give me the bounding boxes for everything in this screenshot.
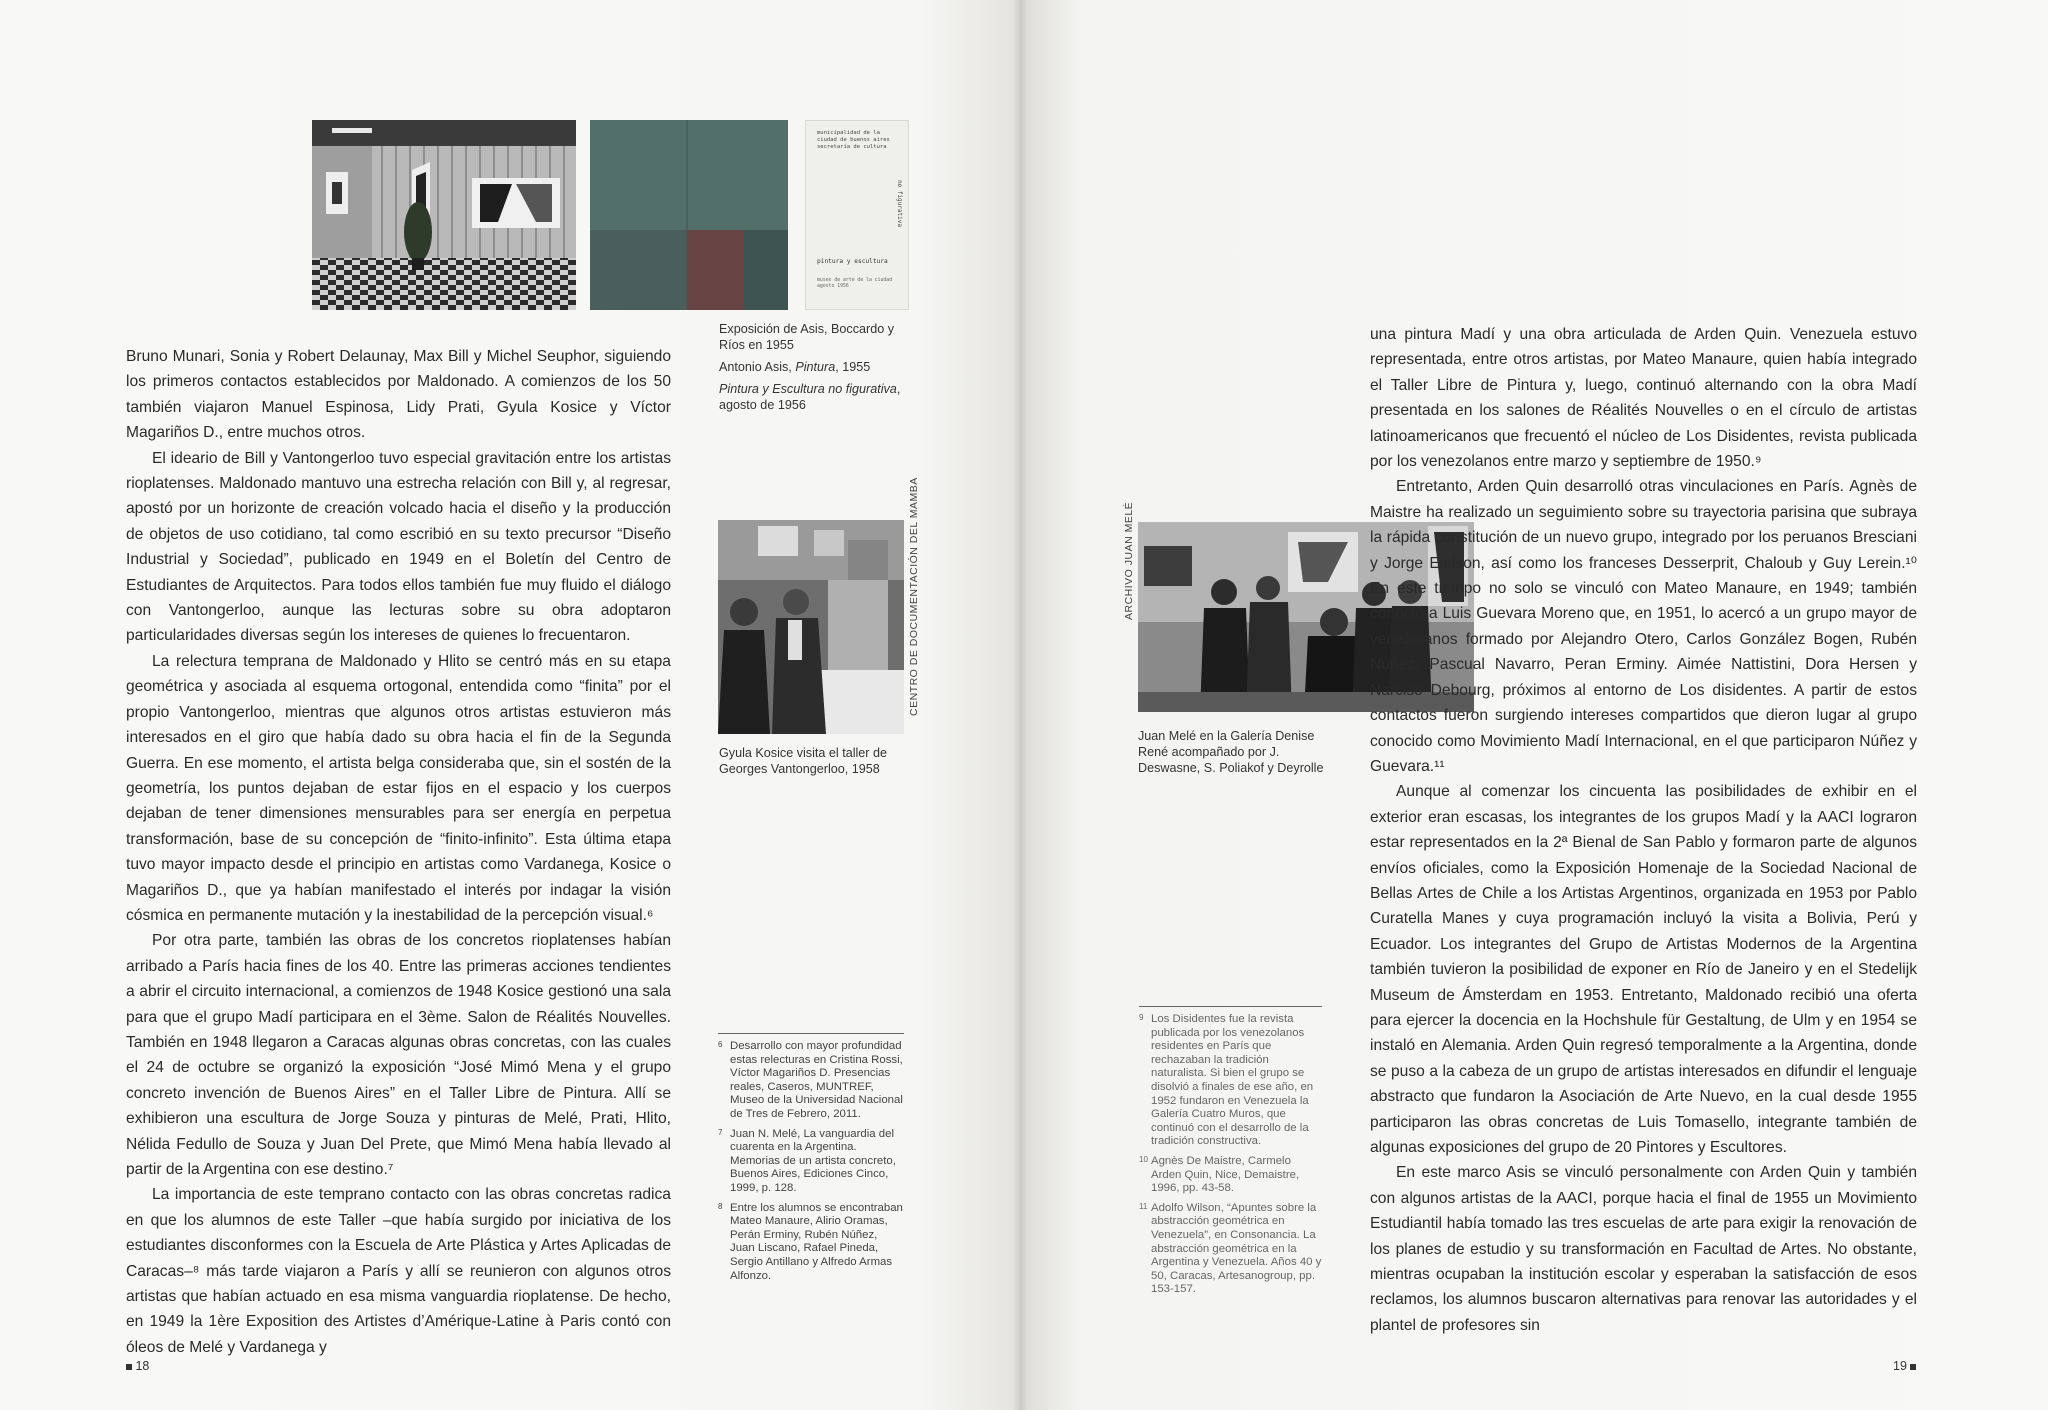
caption-painting-title: Pintura — [795, 360, 836, 374]
footnote — [1139, 1155, 1322, 1196]
right-page — [1020, 0, 2048, 1410]
footnote-text: Los Disidentes fue la revista publicada por los venezolanos residentes en París que rechazaban la tradición naturalista. Si bien el grupo se disolvió a finales de ese año, en 1952 fundaron en Venezuela la Galería Cuatro Muros, que continuó con el desarrollo de la tradición constructiva. — [1151, 1013, 1314, 1148]
folio-bullet-icon — [1910, 1364, 1916, 1370]
studio-photo — [718, 520, 904, 734]
paragraph: Aunque al comenzar los cincuenta las posibilidades de exhibir en el exterior eran escasas, los integrantes de los grupos Madí y la AACI lograron estar representados en la 2ª Bienal de San Pablo y formaron parte de algunos envíos oficiales, como la Exposición Homenaje de la Sociedad Nacional de Bellas Artes de Chile a los Artistas Argentinos, organizada en 1953 por Pablo Curatella Manes y cuya programación incluyó la visita a Bolivia, Perú y Ecuador. Los integrantes del Grupo de Artistas Modernos de la Argentina también tuvieron la posibilidad de exponer en Río de Janeiro y en el Stedelijk Museum de Ámsterdam en 1953. Entretanto, Maldonado recibió una oferta para ejercer la docencia en la Hochshule für Gestaltung, de Ulm y en 1954 se instaló en Alemania. Arden Quin regresó temporalmente a la Argentina, donde se puso a la cabeza de un grupo de artistas interesados en difundir el lenguaje abstracto que fundaron la Asociación de Arte Nuevo, en la cual desde 1955 participaron las obras concretas de Luis Tomasello, integrante también de algunas exposiciones del grupo de 20 Pintores y Escultores. — [1370, 783, 1917, 1156]
footnote-number: 8 — [718, 1201, 723, 1211]
footnote — [1139, 1202, 1322, 1297]
footnotes-right — [1139, 1006, 1322, 1303]
catalog-header — [817, 130, 890, 151]
caption-catalog — [719, 381, 915, 413]
caption-catalog-title: Pintura y Escultura no figurativa — [719, 382, 897, 396]
page-number-right — [1893, 1359, 1916, 1373]
footnote-number: 10 — [1139, 1154, 1148, 1164]
catalog-footer-1: museo de arte de la ciudad — [817, 278, 893, 283]
catalog-title: pintura y escultura — [817, 258, 888, 265]
catalog-line-2: ciudad de buenos aires — [817, 137, 890, 143]
credit-mamba: CENTRO DE DOCUMENTACIÓN DEL MAMBA — [908, 477, 920, 716]
exhibition-photo — [312, 120, 576, 310]
footnote-number: 7 — [718, 1127, 723, 1137]
caption-painting-artist: Antonio Asis, — [719, 360, 796, 374]
footnote-text: Desarrollo con mayor profundidad estas relecturas en Cristina Rossi, Víctor Magariños D. Presencias reales, Caseros, MUNTREF, Museo de la Universidad Nacional de Tres de Febrero, 2011. — [730, 1040, 903, 1120]
caption-gallery: Juan Melé en la Galería Denise René acompañado por J. Deswasne, S. Poliakof y Deyrolle — [1138, 729, 1324, 775]
footnote — [718, 1040, 904, 1122]
footnote-text: Juan N. Melé, La vanguardia del cuarenta en la Argentina. Memorias de un artista concreto, Buenos Aires, Ediciones Cinco, 1999, p. 128. — [730, 1127, 896, 1194]
footnote-number: 9 — [1139, 1013, 1144, 1022]
catalog-line-3: secretaría de cultura — [817, 144, 887, 150]
catalog-line-1: municipalidad de la — [817, 130, 880, 136]
footnotes-left — [718, 1033, 904, 1289]
paragraph: Bruno Munari, Sonia y Robert Delaunay, Max Bill y Michel Seuphor, siguiendo los primeros contactos establecidos por Maldonado. A comienzos de los 50 también viajaron Manuel Espinosa, Lidy Prati, Gyula Kosice y Víctor Magariños D., entre muchos otros. — [126, 348, 671, 442]
page-number-left — [126, 1359, 149, 1373]
page-number: 19 — [1893, 1359, 1907, 1373]
left-body-text — [126, 344, 671, 1360]
left-page — [0, 0, 1020, 1410]
page-number: 18 — [135, 1359, 150, 1373]
footnote-number: 11 — [1139, 1201, 1148, 1211]
paragraph: La relectura temprana de Maldonado y Hlito se centró más en su etapa geométrica y asociada al esquema ortogonal, entendida como “finita” por el propio Vantongerloo, mientras que algunos otros artistas estuvieron más interesados en el giro que había dado su obra hacia el fin de la Segunda Guerra. En ese momento, el artista belga consideraba que, sin el sostén de la geometría, los puntos dejaban de estar fijos en el espacio y los cuerpos dejaban de tener dimensiones mensurables para ser energía en perpetua transformación, base de su concepción de “finito-infinito”. Esta última etapa tuvo mayor impacto desde el principio en artistas como Vardanega, Kosice o Magariños D., que ya habían manifestado el interés por indagar la visión cósmica en permanente mutación y la inestabilidad de la percepción visual.⁶ — [126, 652, 671, 924]
painting-image — [590, 120, 788, 310]
caption-studio: Gyula Kosice visita el taller de Georges Vantongerloo, 1958 — [719, 746, 887, 776]
catalog-side-title: no figurativa — [896, 180, 903, 227]
footnote — [718, 1202, 904, 1284]
catalog-footer — [817, 278, 892, 290]
footnote — [1139, 1013, 1322, 1149]
paragraph: En este marco Asis se vinculó personalmente con Arden Quin y también con algunos artistas de la AACI, porque hacia el final de 1955 un Movimiento Estudiantil había tomado las tres escuelas de arte para exigir la renovación de los planes de estudio y su transformación en Facultad de Artes. No obstante, mientras ocupaban la institución escolar y esperaban la satisfacción de esos reclamos, los alumnos buscaron alternativas para renovar las autoridades y el plantel de profesores sin — [1370, 1164, 1917, 1334]
footnote-text: Adolfo Wilson, “Apuntes sobre la abstracción geométrica en Venezuela”, en Consonancia. La abstracción geométrica en la Argentina y Venezuela. Años 40 y 50, Caracas, Artesanogroup, pp. 153-157. — [1151, 1201, 1322, 1296]
paragraph: una pintura Madí y una obra articulada de Arden Quin. Venezuela estuvo representada, entre otros artistas, por Mateo Manaure, quien había integrado el Taller Libre de Pintura y, luego, continuó alternando con la obra Madí presentada en los salones de Réalités Nouvelles o en el círculo de artistas latinoamericanos que frecuentó el núcleo de Los Disidentes, revista publicada por los venezolanos entre marzo y septiembre de 1950.⁹ — [1370, 326, 1917, 471]
paragraph: Por otra parte, también las obras de los concretos rioplatenses habían arribado a París hacia fines de los 40. Entre las primeras acciones tendientes a abrir el circuito internacional, a comienzos de 1948 Kosice gestionó una sala para que el grupo Madí participara en el 3ème. Salon de Réalités Nouvelles. También en 1948 llegaron a Caracas algunas obras concretas, con las cuales el 24 de octubre se organizó la exposición “José Mimó Mena y el grupo concreto invención de Buenos Aires” en el Taller Libre de Pintura. Allí se exhibieron una escultura de Jorge Souza y pinturas de Melé, Prati, Hlito, Nélida Fedullo de Souza y Juan Del Prete, que Mimó Mena había llevado al partir de la Argentina con ese destino.⁷ — [126, 932, 671, 1178]
caption-top — [719, 321, 915, 419]
paragraph: La importancia de este temprano contacto con las obras concretas radica en que los alumnos de este Taller –que había surgido por iniciativa de los estudiantes disconformes con la Escuela de Arte Plástica y Artes Aplicadas de Caracas–⁸ más tarde viajaron a París y allí se reunieron con algunos otros artistas que habían actuado en esa misma vanguardia rioplatense. De hecho, en 1949 la 1ère Exposition des Artistes d’Amérique-Latine à Paris contó con óleos de Melé y Vardanega y — [126, 1186, 671, 1356]
book-gutter — [1012, 0, 1028, 1410]
footnote — [718, 1128, 904, 1196]
caption-exhibition: Exposición de Asis, Boccardo y Ríos en 1955 — [719, 322, 895, 352]
caption-catalog-date: , agosto de 1956 — [719, 382, 901, 412]
right-body-text — [1370, 322, 1917, 1338]
caption-painting — [719, 359, 915, 375]
paragraph: El ideario de Bill y Vantongerloo tuvo especial gravitación entre los artistas rioplatenses. Maldonado mantuvo una estrecha relación con Bill y, al regresar, apostó por un horizonte de creación volcado hacia el diseño y la producción de objetos de uso cotidiano, tal como escribió en su texto precursor “Diseño Industrial y Sociedad”, publicado en 1949 en el Boletín del Centro de Estudiantes de Arquitectos. Para todos ellos también fue muy fluido el diálogo con Vantongerloo, aunque las lecturas sobre su obra adoptaron particularidades diversas según los intereses de quienes lo frecuentaron. — [126, 449, 671, 645]
folio-bullet-icon — [126, 1364, 132, 1370]
credit-archive: ARCHIVO JUAN MELÉ — [1123, 501, 1135, 620]
footnote-number: 6 — [718, 1040, 723, 1049]
footnote-text: Entre los alumnos se encontraban Mateo Manaure, Alirio Oramas, Perán Erminy, Rubén Núñez, Juan Liscano, Rafael Pineda, Sergio Antillano y Alfredo Armas Alfonzo. — [730, 1201, 903, 1282]
footnote-text: Agnès De Maistre, Carmelo Arden Quin, Nice, Demaistre, 1996, pp. 43-58. — [1151, 1154, 1300, 1195]
catalog-cover — [805, 120, 909, 310]
catalog-footer-2: agosto 1956 — [817, 284, 849, 289]
caption-painting-year: , 1955 — [835, 360, 871, 374]
paragraph: Entretanto, Arden Quin desarrolló otras vinculaciones en París. Agnès de Maistre ha realizado un seguimiento sobre su trayectoria parisina que subraya la rápida constitución de un nuevo grupo, integrado por los peruanos Bresciani y Jorge Eielson, así como los franceses Desserprit, Chaloub y Guy Lerein.¹⁰ En este tiempo no solo se vinculó con Mateo Manaure, en 1949; también conoció a Luis Guevara Moreno que, en 1951, lo acercó a un grupo mayor de venezolanos formado por Alejandro Otero, Carlos González Bogen, Rubén Núñez, Pascual Navarro, Peran Erminy. Aimée Nattistini, Dora Hersen y Narciso Debourg, próximos al entorno de Los disidentes. A partir de estos contactos fueron surgiendo intereses compartidos que dieron lugar al grupo conocido como Movimiento Madí Internacional, en el que participaron Núñez y Guevara.¹¹ — [1370, 478, 1917, 775]
